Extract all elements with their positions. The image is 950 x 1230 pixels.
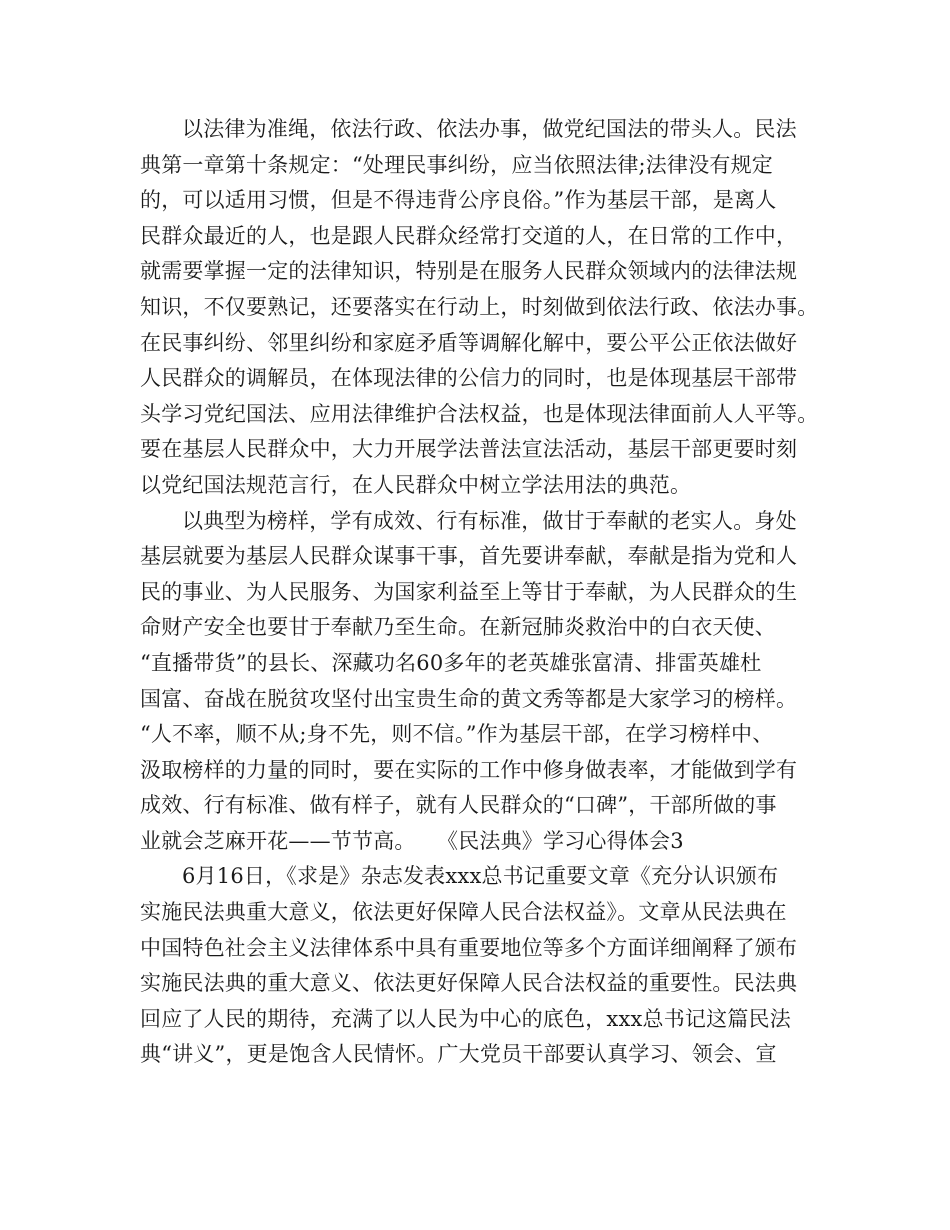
- text-line: 民群众最近的人，也是跟人民群众经常打交道的人，在日常的工作中，: [140, 223, 798, 248]
- text-line: “直播带货”的县长、深藏功名60多年的老英雄张富清、排雷英雄杜: [140, 650, 762, 675]
- document-body: [140, 112, 830, 1073]
- text-line: 的，可以适用习惯，但是不得违背公序良俗。”作为基层干部，是离人: [140, 188, 777, 213]
- text-line: 头学习党纪国法、应用法律维护合法权益，也是体现法律面前人人平等。: [140, 401, 819, 426]
- text-line: 民的事业、为人民服务、为国家利益至上等甘于奉献，为人民群众的生: [140, 579, 798, 604]
- text-line: 成效、行有标准、做有样子，就有人民群众的“口碑”，干部所做的事: [140, 793, 777, 818]
- text-line: 以党纪国法规范言行，在人民群众中树立学法用法的典范。: [140, 472, 692, 497]
- text-line: 汲取榜样的力量的同时，要在实际的工作中修身做表率，才能做到学有: [140, 757, 798, 782]
- text-line: 命财产安全也要甘于奉献乃至生命。在新冠肺炎救治中的白衣天使、: [140, 615, 776, 640]
- text-line: 典“讲义”，更是饱含人民情怀。广大党员干部要认真学习、领会、宣: [140, 1042, 777, 1067]
- text-line: 在民事纠纷、邻里纠纷和家庭矛盾等调解化解中，要公平公正依法做好: [140, 330, 798, 355]
- text-line: 实施民法典重大意义，依法更好保障人民合法权益》。文章从民法典在: [140, 900, 787, 925]
- text-line: “人不率，顺不从;身不先，则不信。”作为基层干部，在学习榜样中、: [140, 722, 774, 747]
- text-line: 实施民法典的重大意义、依法更好保障人民合法权益的重要性。民法典: [140, 971, 798, 996]
- text-line: 6月16日，《求是》杂志发表xxx总书记重要文章《充分认识颁布: [182, 864, 779, 889]
- text-line: 就需要掌握一定的法律知识，特别是在服务人民群众领域内的法律法规: [140, 259, 798, 284]
- text-line: 基层就要为基层人民群众谋事干事，首先要讲奉献，奉献是指为党和人: [140, 544, 798, 569]
- text-line: 国富、奋战在脱贫攻坚付出宝贵生命的黄文秀等都是大家学习的榜样。: [140, 686, 798, 711]
- text-line: 业就会芝麻开花——节节高。 《民法典》学习心得体会3: [140, 828, 684, 853]
- text-line: 知识，不仅要熟记，还要落实在行动上，时刻做到依法行政、依法办事。: [140, 294, 819, 319]
- text-line: 回应了人民的期待，充满了以人民为中心的底色，xxx总书记这篇民法: [140, 1006, 791, 1031]
- text-line: 以法律为准绳，依法行政、依法办事，做党纪国法的带头人。民法: [182, 117, 797, 141]
- text-line: 以典型为榜样，学有成效、行有标准，做甘于奉献的老实人。身处: [182, 508, 797, 533]
- text-line: 要在基层人民群众中，大力开展学法普法宣法活动，基层干部更要时刻: [140, 437, 798, 462]
- text-line: 人民群众的调解员，在体现法律的公信力的同时，也是体现基层干部带: [140, 366, 798, 391]
- text-line: 典第一章第十条规定：“处理民事纠纷，应当依照法律;法律没有规定: [140, 152, 774, 177]
- text-line: 中国特色社会主义法律体系中具有重要地位等多个方面详细阐释了颁布: [140, 935, 798, 960]
